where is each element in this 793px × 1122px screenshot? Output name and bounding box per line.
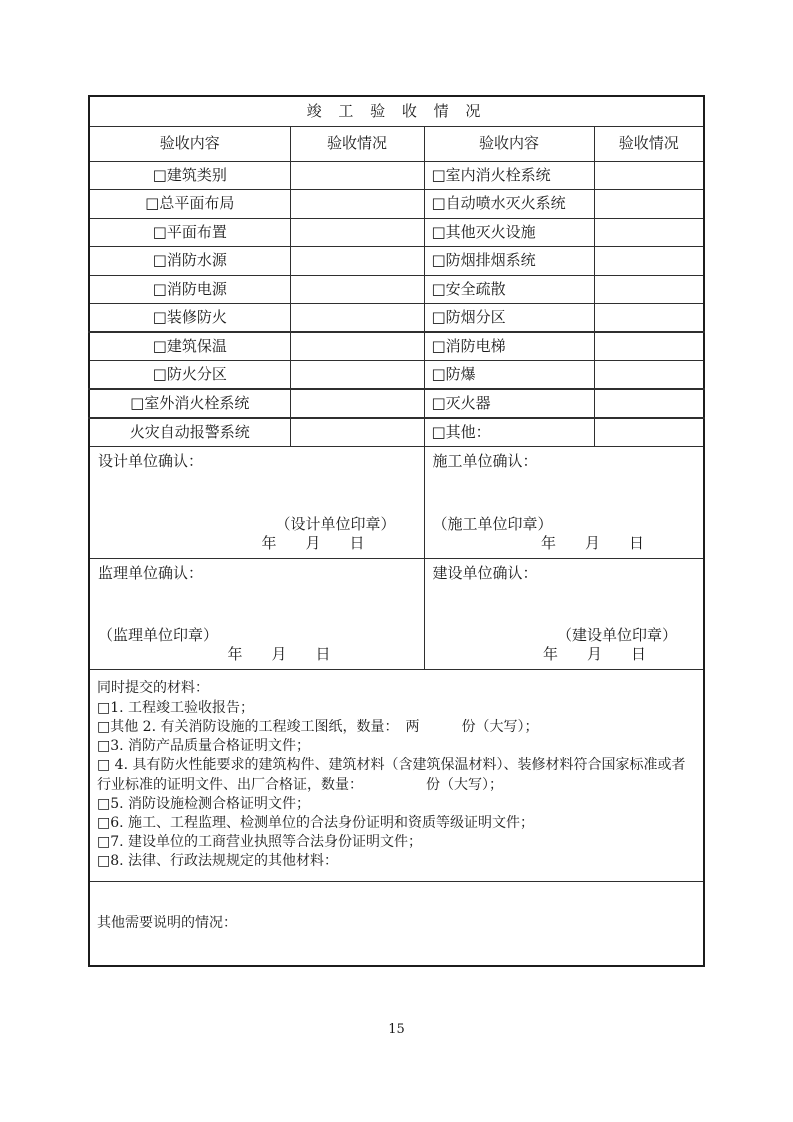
other-notes-heading: 其他需要说明的情况： <box>97 914 237 931</box>
column-header-status-right: 验收情况 <box>594 126 704 161</box>
checklist-item-plane-layout: □平面布置 <box>89 218 290 247</box>
checklist-item-building-category: □建筑类别 <box>89 161 290 190</box>
checklist-item-smoke-zone: □防烟分区 <box>424 304 594 333</box>
checklist-item-fire-compartment: □防火分区 <box>89 361 290 390</box>
status-cell <box>290 304 424 333</box>
table-row <box>89 332 704 361</box>
status-cell <box>290 275 424 304</box>
design-unit-date-line: 年 月 日 <box>261 533 372 552</box>
materials-row <box>89 669 704 881</box>
page-number: 15 <box>388 1022 405 1037</box>
construction-unit-date-line: 年 月 日 <box>541 533 652 552</box>
table-header-row <box>89 126 704 161</box>
construction-unit-confirm-label: 施工单位确认： <box>432 451 538 470</box>
owner-unit-date-line: 年 月 日 <box>543 644 654 663</box>
table-row <box>89 304 704 333</box>
status-cell <box>290 418 424 447</box>
material-item-3: □3. 消防产品质量合格证明文件； <box>97 738 311 755</box>
confirmation-row-2 <box>89 558 704 669</box>
owner-unit-seal-placeholder: （建设单位印章） <box>557 626 678 644</box>
checklist-item-fire-extinguisher: □灭火器 <box>424 389 594 418</box>
table-row <box>89 389 704 418</box>
supervision-unit-confirm-label: 监理单位确认： <box>98 563 204 582</box>
table-row <box>89 418 704 447</box>
checklist-item-fire-elevator: □消防电梯 <box>424 332 594 361</box>
checklist-item-power-source: □消防电源 <box>89 275 290 304</box>
supervision-unit-seal-placeholder: （监理单位印章） <box>98 626 219 644</box>
material-item-1: □1. 工程竣工验收报告； <box>97 699 255 716</box>
other-notes-cell <box>89 881 704 966</box>
status-cell <box>594 332 704 361</box>
status-cell <box>290 332 424 361</box>
status-cell <box>594 161 704 190</box>
status-cell <box>594 275 704 304</box>
checklist-item-indoor-hydrant: □室内消火栓系统 <box>424 161 594 190</box>
table-row <box>89 161 704 190</box>
other-notes-row <box>89 881 704 966</box>
owner-unit-confirmation-cell <box>424 558 704 669</box>
status-cell <box>594 389 704 418</box>
status-cell <box>290 190 424 219</box>
status-cell <box>594 418 704 447</box>
checklist-item-outdoor-hydrant: □室外消火栓系统 <box>89 389 290 418</box>
completion-acceptance-table <box>88 95 705 967</box>
checklist-item-water-source: □消防水源 <box>89 247 290 276</box>
status-cell <box>594 247 704 276</box>
design-unit-confirmation-cell <box>89 446 424 558</box>
status-cell <box>290 161 424 190</box>
checklist-item-sprinkler-system: □自动喷水灭火系统 <box>424 190 594 219</box>
checklist-item-insulation: □建筑保温 <box>89 332 290 361</box>
checklist-item-explosion-proof: □防爆 <box>424 361 594 390</box>
table-row <box>89 361 704 390</box>
column-header-content-right: 验收内容 <box>424 126 594 161</box>
owner-unit-confirm-label: 建设单位确认： <box>432 563 538 582</box>
confirmation-row-1 <box>89 446 704 558</box>
status-cell <box>594 190 704 219</box>
checklist-item-other: □其他： <box>424 418 594 447</box>
supervision-unit-confirmation-cell <box>89 558 424 669</box>
material-item-2: □其他 2. 有关消防设施的工程竣工图纸，数量： 两 份（大写）； <box>97 718 539 735</box>
status-cell <box>594 304 704 333</box>
table-row <box>89 247 704 276</box>
design-unit-seal-placeholder: （设计单位印章） <box>275 515 396 533</box>
checklist-item-site-layout: □总平面布局 <box>89 190 290 219</box>
construction-unit-seal-placeholder: （施工单位印章） <box>432 515 553 533</box>
status-cell <box>290 389 424 418</box>
checklist-item-other-extinguishing: □其他灭火设施 <box>424 218 594 247</box>
table-title-row <box>89 96 704 126</box>
table-row <box>89 218 704 247</box>
column-header-status-left: 验收情况 <box>290 126 424 161</box>
status-cell <box>594 361 704 390</box>
submitted-materials-cell <box>89 669 704 881</box>
material-item-8: □8. 法律、行政法规规定的其他材料： <box>97 853 339 870</box>
material-item-4: □ 4. 具有防火性能要求的建筑构件、建筑材料（含建筑保温材料）、装修材料符合国家标准或者行业标准的证明文件、出厂合格证，数量： 份（大写）； <box>97 757 686 793</box>
supervision-unit-date-line: 年 月 日 <box>227 644 338 663</box>
status-cell <box>290 218 424 247</box>
checklist-item-decoration-fireproof: □装修防火 <box>89 304 290 333</box>
table-row <box>89 275 704 304</box>
checklist-item-smoke-exhaust: □防烟排烟系统 <box>424 247 594 276</box>
status-cell <box>290 361 424 390</box>
checklist-item-fire-alarm-system: 火灾自动报警系统 <box>89 418 290 447</box>
material-item-5: □5. 消防设施检测合格证明文件； <box>97 795 311 812</box>
table-title: 竣 工 验 收 情 况 <box>89 96 704 126</box>
status-cell <box>594 218 704 247</box>
material-item-6: □6. 施工、工程监理、检测单位的合法身份证明和资质等级证明文件； <box>97 814 535 831</box>
design-unit-confirm-label: 设计单位确认： <box>98 451 204 470</box>
status-cell <box>290 247 424 276</box>
checklist-item-evacuation: □安全疏散 <box>424 275 594 304</box>
material-item-7: □7. 建设单位的工商营业执照等合法身份证明文件； <box>97 834 423 851</box>
construction-unit-confirmation-cell <box>424 446 704 558</box>
table-row <box>89 190 704 219</box>
column-header-content-left: 验收内容 <box>89 126 290 161</box>
materials-heading: 同时提交的材料： <box>97 680 209 697</box>
